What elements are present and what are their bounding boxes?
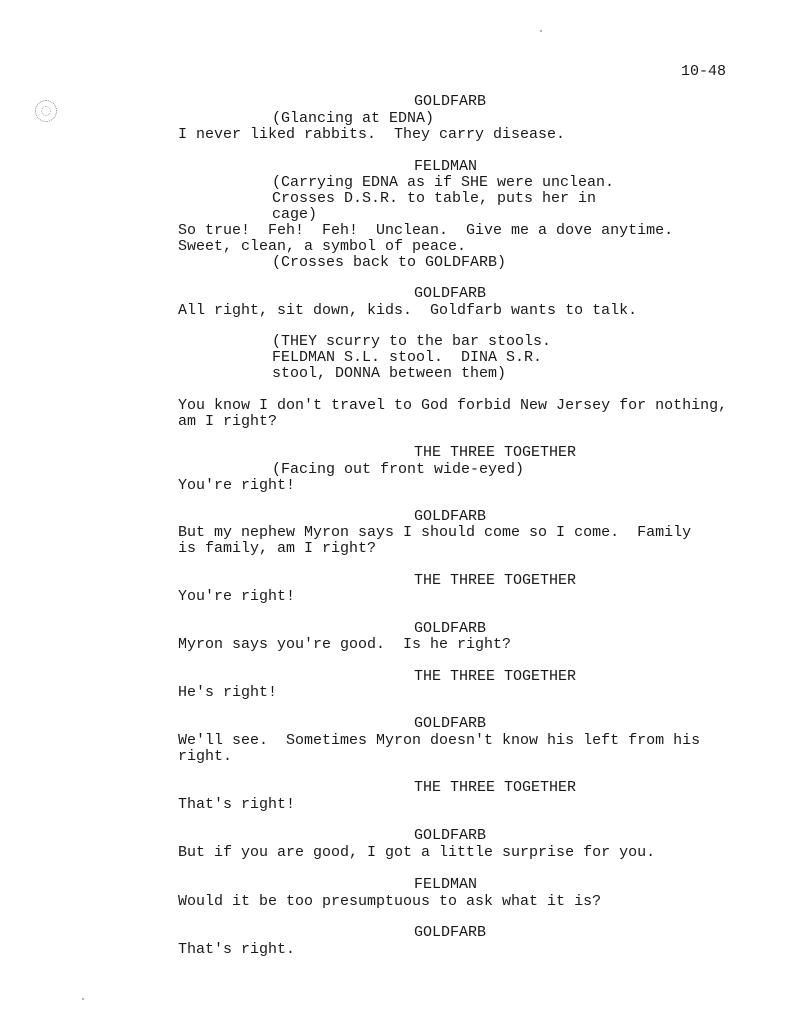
character-name: GOLDFARB — [414, 508, 487, 525]
character-name: THE THREE TOGETHER — [414, 572, 577, 589]
stage-direction: (THEY scurry to the bar stools. FELDMAN S.L. stool. DINA S.R. stool, DONNA between them) — [272, 333, 552, 382]
parenthetical: (Carrying EDNA as if SHE were unclean. Crosses D.S.R. to table, puts her in cage) — [272, 174, 615, 223]
dialogue: All right, sit down, kids. Goldfarb wants to talk. — [178, 302, 638, 319]
binder-hole-icon — [35, 100, 57, 122]
dialogue: Would it be too presumptuous to ask what it is? — [178, 893, 602, 910]
dialogue: You're right! — [178, 588, 296, 605]
parenthetical: (Glancing at EDNA) — [272, 110, 435, 127]
dialogue: I never liked rabbits. They carry disease. — [178, 126, 566, 143]
character-name: THE THREE TOGETHER — [414, 779, 577, 796]
character-name: FELDMAN — [414, 158, 478, 175]
character-name: THE THREE TOGETHER — [414, 668, 577, 685]
character-name: GOLDFARB — [414, 827, 487, 844]
page-number: 10-48 — [681, 63, 727, 80]
character-name: FELDMAN — [414, 876, 478, 893]
scan-speck — [82, 998, 84, 1000]
character-name: GOLDFARB — [414, 93, 487, 110]
dialogue: That's right. — [178, 941, 296, 958]
character-name: THE THREE TOGETHER — [414, 444, 577, 461]
dialogue: You know I don't travel to God forbid New Jersey for nothing, am I right? — [178, 397, 728, 430]
dialogue: That's right! — [178, 796, 296, 813]
parenthetical: (Crosses back to GOLDFARB) — [272, 254, 507, 271]
character-name: GOLDFARB — [414, 285, 487, 302]
dialogue: Myron says you're good. Is he right? — [178, 636, 512, 653]
character-name: GOLDFARB — [414, 620, 487, 637]
dialogue: You're right! — [178, 477, 296, 494]
parenthetical: (Facing out front wide-eyed) — [272, 461, 525, 478]
dialogue: We'll see. Sometimes Myron doesn't know his left from his right. — [178, 732, 701, 765]
dialogue: He's right! — [178, 684, 278, 701]
dialogue: So true! Feh! Feh! Unclean. Give me a dove anytime. Sweet, clean, a symbol of peace. — [178, 222, 674, 255]
character-name: GOLDFARB — [414, 924, 487, 941]
dialogue: But my nephew Myron says I should come so I come. Family is family, am I right? — [178, 524, 692, 557]
dialogue: But if you are good, I got a little surprise for you. — [178, 844, 656, 861]
character-name: GOLDFARB — [414, 715, 487, 732]
scan-speck — [540, 30, 542, 32]
